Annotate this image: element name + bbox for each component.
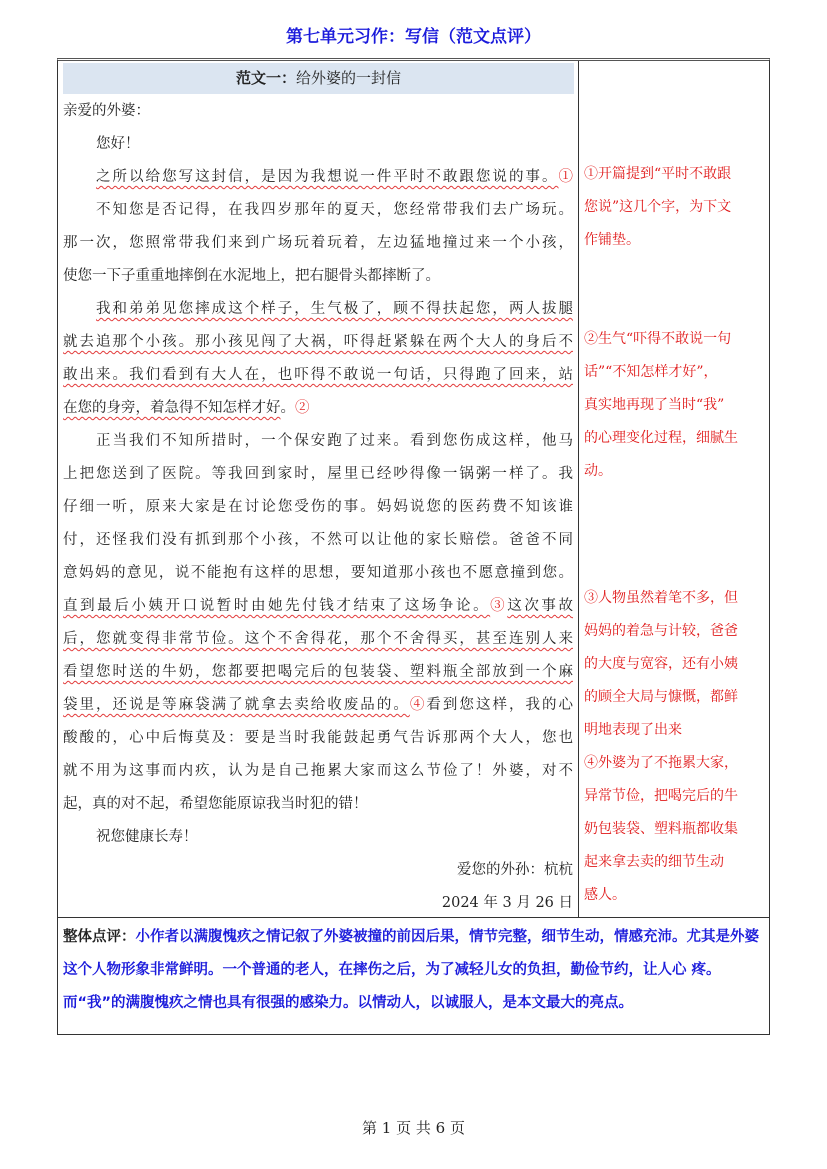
essay-text: 直到最后小姨开口说暂时由她先付钱才结束了这场争论。	[63, 598, 491, 614]
essay-line	[63, 821, 573, 854]
essay-text: 看望您时送的牛奶，您都要把喝完后的包装袋、塑料瓶全部放到一个麻	[63, 664, 573, 680]
essay-heading-label: 范文一：	[235, 69, 296, 87]
page-footer: 第 1 页 共 6 页	[362, 1119, 465, 1137]
essay-text: 之所以给您写这封信，是因为我想说一件平时不敢跟您说的事。	[96, 169, 559, 185]
essay-line	[63, 458, 573, 491]
essay-text: 不知您是否记得，在我四岁那年的夏天，您经常带我们去广场玩。	[96, 202, 573, 218]
essay-line	[63, 788, 573, 821]
page-title: 第七单元习作：写信（范文点评）	[286, 27, 541, 47]
essay-line	[63, 161, 573, 194]
essay-text: 正当我们不知所措时，一个保安跑了过来。看到您伤成这样，他马	[96, 433, 573, 449]
essay-table	[57, 58, 770, 1035]
annotation-note	[584, 323, 770, 488]
essay-heading	[63, 63, 574, 94]
essay-line	[63, 425, 573, 458]
essay-line	[63, 854, 573, 887]
essay-line	[63, 293, 573, 326]
essay-text: 您好！	[96, 136, 140, 152]
annotation-note	[584, 158, 770, 257]
essay-text: 。	[280, 400, 295, 416]
annotation-marker: ④	[409, 697, 427, 713]
essay-line	[63, 689, 573, 722]
annotation-note-line: 妈妈的着急与计较，爸爸	[584, 623, 738, 639]
annotation-note-line: 异常节俭，把喝完后的牛	[584, 788, 738, 804]
annotation-note-line: 起来拿去卖的细节生动	[584, 854, 724, 870]
overall-comment-text: 小作者以满腹愧疚之情记叙了外婆被撞的前因后果，情节完整，细节生动，情感充沛。尤其是外婆这个人物形象非常鲜明。一个普通的老人，在摔伤之后，为了减轻儿女的负担，勤俭节约，让人心 疼。而“我”的满腹愧疚之情也具有很强的感染力。以情动人，以诚服人，是本文最大的亮点。	[63, 929, 759, 1011]
annotation-marker: ③	[490, 598, 508, 614]
annotation-note-line: 明地表现了出来	[584, 722, 682, 738]
essay-heading-title: 给外婆的一封信	[296, 69, 402, 87]
essay-text: 亲爱的外婆：	[63, 103, 150, 119]
essay-text: 仔细一听，原来大家是在讨论您受伤的事。妈妈说您的医药费不知该谁	[63, 499, 573, 515]
essay-line	[63, 260, 573, 293]
annotation-note-line: ④外婆为了不拖累大家，	[584, 755, 738, 771]
essay-text: 敢出来。我们看到有大人在，也吓得不敢说一句话，只得跑了回来，站	[63, 367, 573, 383]
essay-line	[63, 722, 573, 755]
essay-line	[63, 524, 573, 557]
annotation-note-line: 的大度与宽容，还有小姨	[584, 656, 738, 672]
essay-line	[63, 326, 573, 359]
essay-text: 祝您健康长寿！	[96, 829, 198, 845]
essay-line	[63, 128, 573, 161]
essay-text: 看到您这样，我的心	[426, 697, 574, 713]
essay-line	[63, 227, 573, 260]
overall-comment	[63, 921, 765, 1020]
annotation-note-line: ③人物虽然着笔不多，但	[584, 590, 738, 606]
essay-text: 意妈妈的意见，说不能抱有这样的思想，要知道那小孩也不愿意撞到您。	[63, 565, 573, 581]
essay-text: 这次事故	[507, 598, 574, 614]
essay-text: 袋里，还说是等麻袋满了就拿去卖给收废品的。	[63, 697, 410, 713]
essay-text: 爱您的外孙：杭杭	[457, 862, 573, 878]
essay-line	[63, 557, 573, 590]
annotation-note-line: 奶包装袋、塑料瓶都收集	[584, 821, 738, 837]
annotation-note-line: 的心理变化过程，细腻生	[584, 430, 738, 446]
essay-line	[63, 656, 573, 689]
essay-text: 我和弟弟见您摔成这个样子，生气极了，顾不得扶起您，两人拔腿	[96, 301, 573, 317]
overall-comment-label: 整体点评：	[63, 929, 136, 945]
column-divider	[578, 61, 579, 917]
annotation-note-line: ②生气“吓得不敢说一句	[584, 331, 732, 347]
annotation-note	[584, 582, 770, 747]
essay-line	[63, 194, 573, 227]
essay-text: 酸酸的，心中后悔莫及：要是当时我能鼓起勇气告诉那两个大人，您也	[63, 730, 573, 746]
essay-text: 后，您就变得非常节俭。这个不舍得花，那个不舍得买，甚至连别人来	[63, 631, 573, 647]
essay-line	[63, 359, 573, 392]
essay-text: 就不用为这事而内疚，认为是自己拖累大家而这么节俭了！外婆，对不	[63, 763, 573, 779]
essay-text: 在您的身旁，着急得不知怎样才好	[63, 400, 281, 416]
annotation-note-line: 感人。	[584, 887, 626, 903]
annotation-note-line: 动。	[584, 463, 612, 479]
annotation-note-line: ①开篇提到“平时不敢跟	[584, 166, 732, 182]
essay-text: 就去追那个小孩。那小孩见闯了大祸，吓得赶紧躲在两个大人的身后不	[63, 334, 573, 350]
essay-text: 上把您送到了医院。等我回到家时，屋里已经吵得像一锅粥一样了。我	[63, 466, 573, 482]
essay-text: 2024 年 3 月 26 日	[441, 895, 573, 911]
essay-body	[63, 95, 573, 920]
essay-text: 付，还怪我们没有抓到那个小孩，不然可以让他的家长赔偿。爸爸不同	[63, 532, 573, 548]
essay-line	[63, 95, 573, 128]
annotation-note-line: 话”“不知怎样才好”，	[584, 364, 718, 380]
essay-line	[63, 755, 573, 788]
essay-line	[63, 590, 573, 623]
essay-text: 起，真的对不起，希望您能原谅我当时犯的错！	[63, 796, 368, 812]
annotation-note-line: 作铺垫。	[584, 232, 640, 248]
essay-line	[63, 392, 573, 425]
annotation-note-line: 真实地再现了当时“我”	[584, 397, 725, 413]
essay-line	[63, 623, 573, 656]
essay-text: 那一次，您照常带我们来到广场玩着玩着，左边猛地撞过来一个小孩，	[63, 235, 573, 251]
essay-line	[63, 887, 573, 920]
annotation-marker: ②	[295, 400, 310, 416]
annotation-note-line: 的顾全大局与慷慨，都鲜	[584, 689, 738, 705]
annotation-note-line: 您说”这几个字，为下文	[584, 199, 732, 215]
annotation-marker: ①	[558, 169, 573, 185]
annotation-note	[584, 747, 770, 912]
essay-line	[63, 491, 573, 524]
essay-text: 使您一下子重重地摔倒在水泥地上，把右腿骨头都摔断了。	[63, 268, 440, 284]
